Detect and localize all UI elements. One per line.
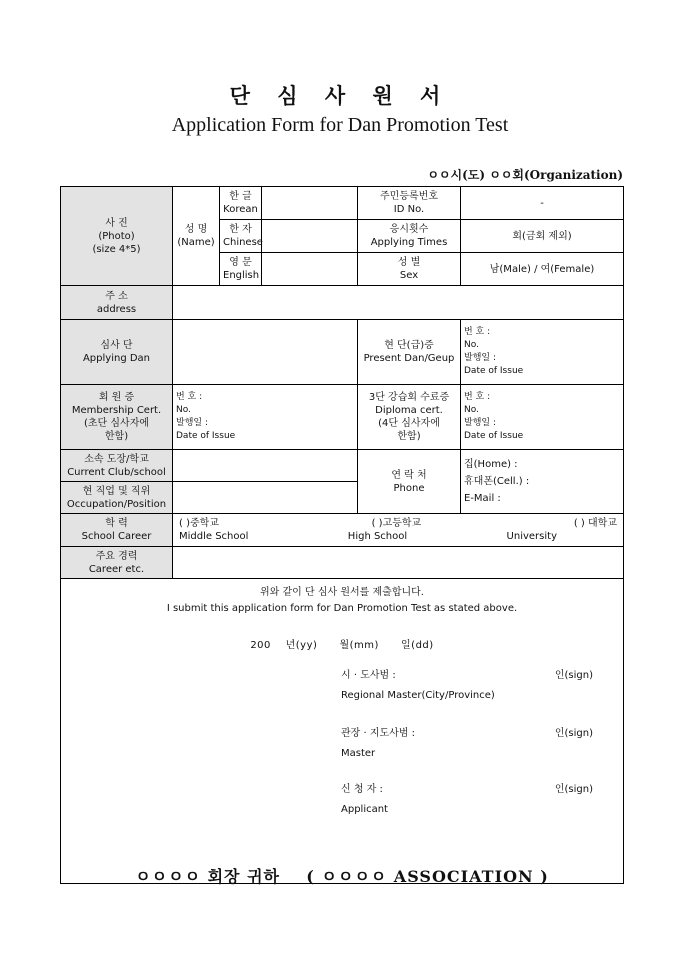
phone-email: E-Mail : [464,493,501,504]
master-en: Master [341,748,376,759]
statement [61,585,623,617]
phone-fields[interactable] [461,450,624,514]
regional-master-en: Regional Master(City/Province) [341,690,495,701]
address-en: address [96,303,137,315]
membership-en: Membership Cert. [71,405,162,416]
high-school-ko: ( )고등학교 [371,518,422,529]
diploma-label [358,385,461,450]
club-label [61,450,173,482]
applying-times-label [358,220,461,253]
english-en: English [223,270,260,281]
cert-issue-en: Date of Issue [464,366,524,376]
membership-issue-en: Date of Issue [176,431,236,441]
membership-label [61,385,173,450]
applying-times-input[interactable]: 회(금회 제외) [461,220,624,253]
club-en: Current Club/school [67,466,166,478]
school-label [61,514,173,547]
university-ko: ( ) 대학교 [573,518,617,529]
association-footer: ㅇㅇㅇㅇ 회장 귀하 ( ㅇㅇㅇㅇ ASSOCIATION ) [135,867,549,886]
chinese-en: Chinese [223,237,263,248]
english-name-input[interactable] [262,253,358,286]
sex-ko: 성 별 [397,257,421,268]
id-no-label [358,187,461,220]
diploma-issue-ko: 발행일 : [464,418,496,428]
statement-en: I submit this application form for Dan Promotion Test as stated above. [166,603,518,614]
chinese-name-input[interactable] [262,220,358,253]
applying-dan-en: Applying Dan [82,353,151,364]
university-en: University [506,531,557,542]
occupation-ko: 현 직업 및 직위 [82,485,151,497]
phone-en: Phone [393,482,425,494]
membership-no-ko: 번 호 : [176,392,203,402]
present-dan-cert-fields[interactable] [461,320,624,385]
master-sign[interactable]: 인(sign) [554,728,593,739]
regional-master-signature[interactable] [341,666,495,706]
photo-label-ko: 사 진 [105,217,128,229]
applicant-ko: 신 청 자 : [341,784,383,795]
high-school-en: High School [347,531,408,542]
phone-ko: 연 락 처 [391,469,427,481]
declaration-section [61,579,624,884]
applying-dan-label [61,320,173,385]
present-dan-en: Present Dan/Geup [363,353,455,364]
diploma-ko: 3단 강습회 수료증 [368,392,450,403]
membership-issue-ko: 발행일 : [176,418,208,428]
name-label [173,187,220,286]
sex-en: Sex [399,270,419,281]
applying-dan-input[interactable] [173,320,358,385]
master-ko: 관장 · 지도사범 : [341,728,416,739]
diploma-note1: (4단 심사자에 [378,418,440,429]
statement-ko: 위와 같이 단 심사 원서를 제출합니다. [260,587,424,598]
address-ko: 주 소 [105,290,128,302]
applicant-sign[interactable]: 인(sign) [554,784,593,795]
applying-times-en: Applying Times [370,237,448,248]
id-no-input[interactable]: - [461,187,624,220]
id-no-ko: 주민등록번호 [380,191,438,202]
phone-label [358,450,461,514]
school-en: School Career [81,531,152,542]
chinese-ko: 한 자 [229,224,252,235]
membership-note1: (초단 심사자에 [83,418,150,429]
diploma-note2: 한함) [397,431,421,442]
korean-name-label [220,187,262,220]
applicant-en: Applicant [341,804,388,815]
regional-master-sign[interactable]: 인(sign) [554,670,593,681]
date-line[interactable]: 200 년(yy) 월(mm) 일(dd) [250,640,434,651]
form-title-english: Application Form for Dan Promotion Test [171,114,509,136]
career-ko: 주요 경력 [95,550,138,562]
address-label [61,286,173,320]
diploma-issue-en: Date of Issue [464,431,524,441]
applying-times-ko: 응시횟수 [389,224,429,235]
club-ko: 소속 도장/학교 [84,453,149,465]
organization-label: ㅇㅇ시(도) ㅇㅇ회(Organization) [427,168,623,182]
diploma-cert-fields[interactable] [461,385,624,450]
form-title-korean: 단 심 사 원 서 [229,83,451,108]
applicant-signature[interactable] [341,780,388,820]
middle-school-ko: ( )중학교 [179,518,219,529]
occupation-en: Occupation/Position [66,498,167,510]
membership-note2: 한함) [104,431,129,442]
phone-home: 집(Home) : [464,459,518,470]
diploma-no-en: No. [464,405,479,415]
regional-master-ko: 시 · 도사범 : [341,670,396,681]
korean-ko: 한 글 [229,191,252,202]
sex-options[interactable]: 남(Male) / 여(Female) [461,253,624,286]
career-label [61,547,173,579]
address-input[interactable] [173,286,624,320]
present-dan-ko: 현 단(급)증 [384,340,434,351]
diploma-en: Diploma cert. [375,405,443,416]
english-name-label [220,253,262,286]
photo-cell[interactable] [61,187,173,286]
career-en: Career etc. [88,563,145,575]
english-ko: 영 문 [229,257,252,268]
occupation-input[interactable] [173,482,358,514]
application-form-table [60,186,624,884]
applying-dan-ko: 심사 단 [100,340,133,351]
photo-label-en: (Photo) [98,230,135,242]
membership-ko: 회 원 증 [98,392,135,403]
chinese-name-label [220,220,262,253]
diploma-no-ko: 번 호 : [464,392,491,402]
present-dan-label [358,320,461,385]
career-input[interactable] [173,547,624,579]
korean-name-input[interactable] [262,187,358,220]
cert-no-en: No. [464,340,479,350]
korean-en: Korean [223,204,258,215]
middle-school-en: Middle School [179,531,249,542]
occupation-label [61,482,173,514]
membership-cert-fields[interactable] [173,385,358,450]
phone-cell: 휴대폰(Cell.) : [464,476,530,487]
sex-label [358,253,461,286]
name-label-ko: 성 명 [184,224,208,235]
name-label-en: (Name) [177,237,215,248]
school-ko: 학 력 [105,518,128,529]
cert-no-ko: 번 호 : [464,327,491,337]
membership-no-en: No. [176,405,191,415]
club-input[interactable] [173,450,358,482]
photo-size-label: (size 4*5) [92,243,141,255]
signature-block [61,652,623,862]
id-no-en: ID No. [393,204,425,215]
cert-issue-ko: 발행일 : [464,353,496,363]
master-signature[interactable] [341,724,415,764]
school-input[interactable] [173,514,624,547]
